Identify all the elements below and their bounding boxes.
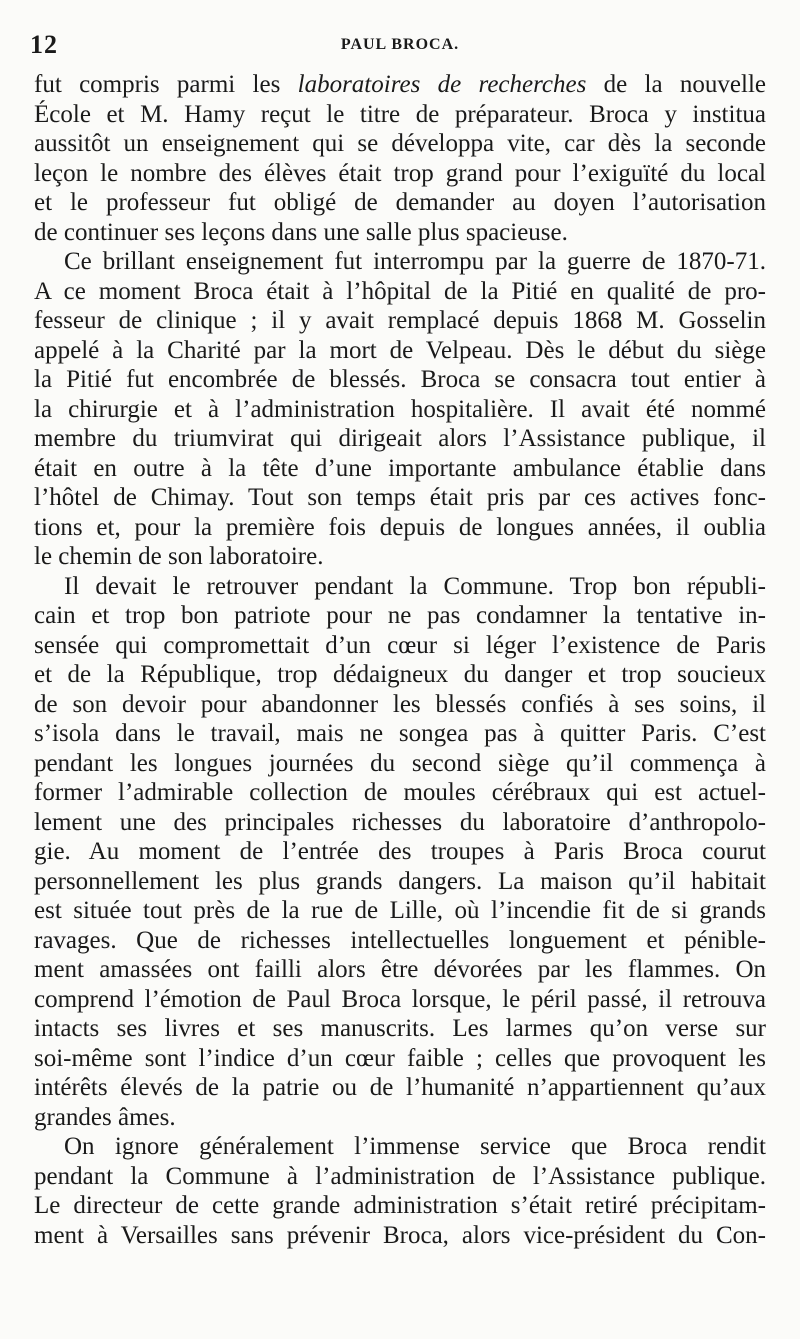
body-text bbox=[34, 70, 766, 1250]
text-line: leçon le nombre des élèves était trop grand pour l’exiguïté du local bbox=[34, 159, 766, 187]
text-line: tions et, pour la première fois depuis de longues années, il oublia bbox=[34, 513, 766, 541]
text-line: était en outre à la tête d’une importante ambulance établie dans bbox=[34, 454, 766, 482]
text-line: Le directeur de cette grande administration s’était retiré précipitam- bbox=[34, 1192, 766, 1219]
text-line bbox=[34, 70, 766, 100]
text-line: est située tout près de la rue de Lille, où l’incendie fit de si grands bbox=[34, 897, 766, 924]
text-line: la chirurgie et à l’administration hospitalière. Il avait été nommé bbox=[34, 395, 766, 423]
text-line: lement une des principales richesses du laboratoire d’anthropolo- bbox=[34, 808, 766, 836]
text-line: École et M. Hamy reçut le titre de préparateur. Broca y institua bbox=[34, 100, 766, 128]
text-line: intacts ses livres et ses manuscrits. Les larmes qu’on verse sur bbox=[34, 1015, 766, 1042]
text-line: appelé à la Charité par la mort de Velpeau. Dès le début du siège bbox=[34, 336, 766, 364]
text-line: le chemin de son laboratoire. bbox=[34, 543, 324, 570]
text-line: ment amassées ont failli alors être dévorées par les flammes. On bbox=[34, 956, 766, 983]
paragraph-first-line: Ce brillant enseignement fut interrompu par la guerre de 1870-71. bbox=[64, 248, 766, 275]
paragraph-first-line: Il devait le retrouver pendant la Commune. Trop bon républi- bbox=[64, 572, 766, 600]
text-line: intérêts élevés de la patrie ou de l’humanité n’appartiennent qu’aux bbox=[34, 1074, 766, 1101]
text-line: et de la République, trop dédaigneux du danger et trop soucieux bbox=[34, 661, 766, 688]
text-line: personnellement les plus grands dangers. La maison qu’il habitait bbox=[34, 867, 766, 895]
text-line: de continuer ses leçons dans une salle plus spacieuse. bbox=[34, 218, 568, 246]
text-line: l’hôtel de Chimay. Tout son temps était pris par ces actives fonc- bbox=[34, 484, 766, 511]
text-line: gie. Au moment de l’entrée des troupes à Paris Broca courut bbox=[34, 838, 766, 865]
text-line: grandes âmes. bbox=[34, 1103, 176, 1131]
paragraph-first-line: On ignore généralement l’immense service que Broca rendit bbox=[64, 1133, 766, 1160]
text-line: ravages. Que de richesses intellectuelles longuement et pénible- bbox=[34, 926, 766, 954]
text-line: former l’admirable collection de moules cérébraux qui est actuel- bbox=[34, 779, 766, 806]
text-line: membre du triumvirat qui dirigeait alors l’Assistance publique, il bbox=[34, 425, 766, 452]
text-line: ment à Versailles sans prévenir Broca, alors vice-président du Con- bbox=[34, 1221, 766, 1249]
text-line: A ce moment Broca était à l’hôpital de la Pitié en qualité de pro- bbox=[34, 277, 766, 305]
text-line: sensée qui compromettait d’un cœur si léger l’existence de Paris bbox=[34, 631, 766, 659]
text-line: pendant les longues journées du second siège qu’il commença à bbox=[34, 749, 766, 777]
running-head: PAUL BROCA. bbox=[340, 36, 460, 53]
text-line: de son devoir pour abandonner les blessés confiés à ses soins, il bbox=[34, 690, 766, 718]
text-line: fesseur de clinique ; il y avait remplacé depuis 1868 M. Gosselin bbox=[34, 307, 766, 334]
text-line: s’isola dans le travail, mais ne songea pas à quitter Paris. C’est bbox=[34, 720, 766, 747]
text-span: de la nouvelle bbox=[586, 71, 766, 98]
text-line: pendant la Commune à l’administration de l’Assistance publique. bbox=[34, 1162, 766, 1190]
text-span: fut compris parmi les bbox=[34, 71, 298, 98]
text-line: cain et trop bon patriote pour ne pas condamner la tentative in- bbox=[34, 602, 766, 629]
italic-phrase: laboratoires de recherches bbox=[297, 71, 587, 98]
page-number: 12 bbox=[30, 30, 58, 59]
text-line: comprend l’émotion de Paul Broca lorsque, le péril passé, il retrouva bbox=[34, 985, 766, 1013]
text-line: aussitôt un enseignement qui se développa vite, car dès la seconde bbox=[34, 130, 766, 157]
text-line: et le professeur fut obligé de demander au doyen l’autorisation bbox=[34, 189, 766, 216]
text-line: soi-même sont l’indice d’un cœur faible ; celles que provoquent les bbox=[34, 1044, 766, 1072]
page-header bbox=[30, 30, 770, 62]
text-line: la Pitié fut encombrée de blessés. Broca se consacra tout entier à bbox=[34, 366, 766, 393]
